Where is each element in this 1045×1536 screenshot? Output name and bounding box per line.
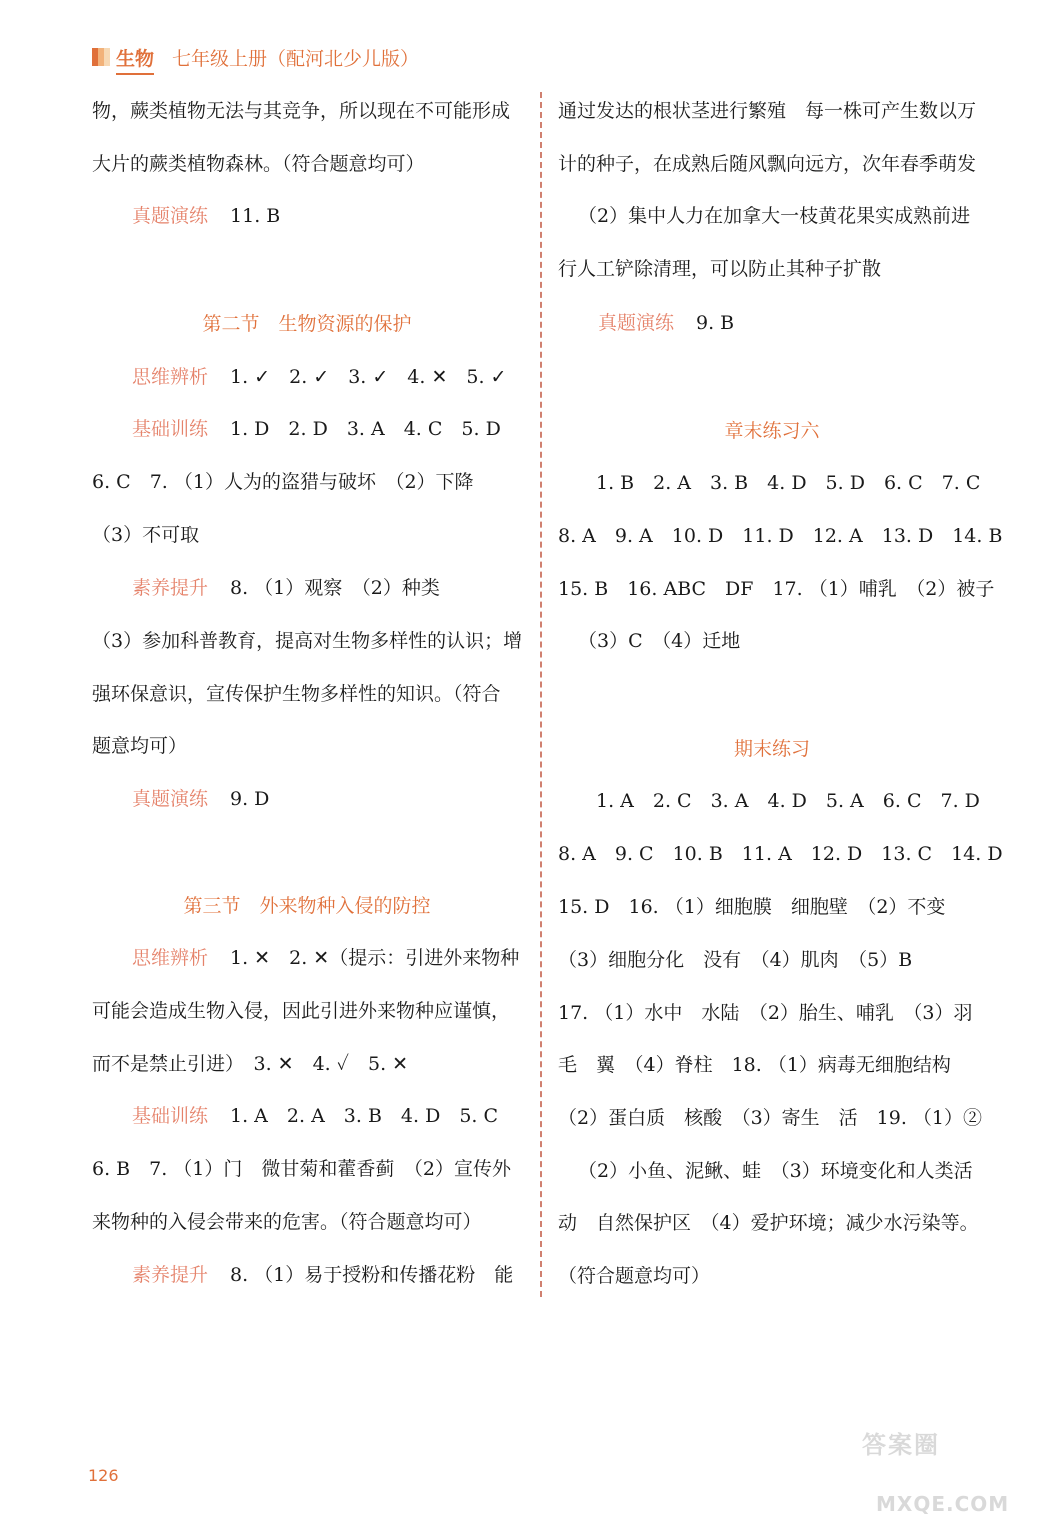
text-line: （符合题意均可） — [558, 1265, 711, 1287]
text-line: 通过发达的根状茎进行繁殖 每一株可产生数以万 — [558, 100, 977, 122]
text-line: 15. D 16. （1）细胞膜 细胞壁 （2）不变 — [558, 896, 946, 918]
answer-row — [132, 416, 501, 442]
text-line: （3）参加科普教育，提高对生物多样性的认识；增 — [92, 630, 523, 652]
text-line: 8. A 9. C 10. B 11. A 12. D 13. C 14. D — [558, 843, 1003, 865]
answer-text: 1. ✓ 2. ✓ 3. ✓ 4. ✕ 5. ✓ — [230, 366, 507, 388]
answer-row — [598, 310, 734, 336]
page-number: 126 — [88, 1466, 119, 1485]
page-header — [92, 44, 419, 70]
text-line: 可能会造成生物入侵，因此引进外来物种应谨慎， — [92, 1000, 511, 1022]
watermark-logo: 答案圈 — [862, 1431, 940, 1459]
answer-row — [132, 1262, 513, 1288]
text-line: 1. B 2. A 3. B 4. D 5. D 6. C 7. C — [596, 472, 981, 494]
text-line: （3）细胞分化 没有 （4）肌肉 （5）B — [558, 949, 913, 971]
answer-row — [132, 945, 519, 971]
text-line: 计的种子，在成熟后随风飘向远方，次年春季萌发 — [558, 153, 977, 175]
text-line: 动 自然保护区 （4）爱护环境；减少水污染等。 — [558, 1212, 979, 1234]
section-title: 第三节 外来物种入侵的防控 — [183, 895, 431, 917]
subject-logo-icon — [92, 48, 110, 66]
text-line: 大片的蕨类植物森林。（符合题意均可） — [92, 153, 425, 175]
text-line: 15. B 16. ABC DF 17. （1）哺乳 （2）被子 — [558, 578, 995, 600]
answer-row — [132, 575, 440, 601]
section-label: 素养提升 — [132, 577, 209, 599]
section-label: 思维辨析 — [132, 366, 209, 388]
answer-row — [132, 364, 506, 390]
text-line: （2）集中人力在加拿大一枝黄花果实成熟前进 — [578, 205, 971, 227]
answer-row — [132, 203, 280, 229]
section-label: 真题演练 — [132, 788, 209, 810]
answer-text: 8. （1）观察 （2）种类 — [230, 577, 440, 599]
subject-title: 生物 — [116, 44, 154, 71]
section-label: 素养提升 — [132, 1264, 209, 1286]
section-label: 思维辨析 — [132, 947, 209, 969]
text-line: 物，蕨类植物无法与其竞争，所以现在不可能形成 — [92, 100, 511, 122]
text-line: 1. A 2. C 3. A 4. D 5. A 6. C 7. D — [596, 790, 980, 812]
answer-text: 9. B — [696, 312, 735, 334]
text-line: 6. B 7. （1）门 微甘菊和藿香蓟 （2）宣传外 — [92, 1158, 511, 1180]
text-line: 8. A 9. A 10. D 11. D 12. A 13. D 14. B — [558, 525, 1003, 547]
column-divider — [540, 92, 542, 1297]
text-line: 来物种的入侵会带来的危害。（符合题意均可） — [92, 1211, 482, 1233]
text-line: （2）蛋白质 核酸 （3）寄生 活 19. （1）② — [558, 1107, 983, 1129]
answer-text: 1. A 2. A 3. B 4. D 5. C — [230, 1105, 499, 1127]
text-line: 而不是禁止引进） 3. ✕ 4. ✓ 5. ✕ — [92, 1053, 409, 1075]
text-line: （2）小鱼、泥鳅、蛙 （3）环境变化和人类活 — [578, 1160, 973, 1182]
section-label: 基础训练 — [132, 1105, 209, 1127]
answer-text: 11. B — [230, 205, 281, 227]
answer-row — [132, 1103, 498, 1129]
section-title: 第二节 生物资源的保护 — [202, 313, 412, 335]
answer-text: 1. ✕ 2. ✕（提示：引进外来物种 — [230, 947, 520, 969]
answer-text: 8. （1）易于授粉和传播花粉 能 — [230, 1264, 514, 1286]
answer-row — [132, 786, 269, 812]
text-line: 强环保意识，宣传保护生物多样性的知识。（符合 — [92, 683, 501, 705]
text-line: 行人工铲除清理，可以防止其种子扩散 — [558, 258, 882, 280]
text-line: 题意均可） — [92, 735, 188, 757]
section-title: 期末练习 — [733, 738, 810, 760]
section-label: 真题演练 — [598, 312, 675, 334]
answer-text: 9. D — [230, 788, 270, 810]
text-line: （3）不可取 — [92, 524, 200, 546]
section-title: 章末练习六 — [724, 420, 820, 442]
text-line: 17. （1）水中 水陆 （2）胎生、哺乳 （3）羽 — [558, 1002, 973, 1024]
grade-title: 七年级上册（配河北少儿版） — [172, 47, 420, 70]
text-line: 毛 翼 （4）脊柱 18. （1）病毒无细胞结构 — [558, 1054, 951, 1076]
text-line: 6. C 7. （1）人为的盗猎与破坏 （2）下降 — [92, 471, 474, 493]
section-label: 真题演练 — [132, 205, 209, 227]
answer-text: 1. D 2. D 3. A 4. C 5. D — [230, 418, 501, 440]
watermark-url: MXQE.COM — [876, 1492, 1010, 1516]
section-label: 基础训练 — [132, 418, 209, 440]
text-line: （3）C （4）迁地 — [578, 630, 741, 652]
